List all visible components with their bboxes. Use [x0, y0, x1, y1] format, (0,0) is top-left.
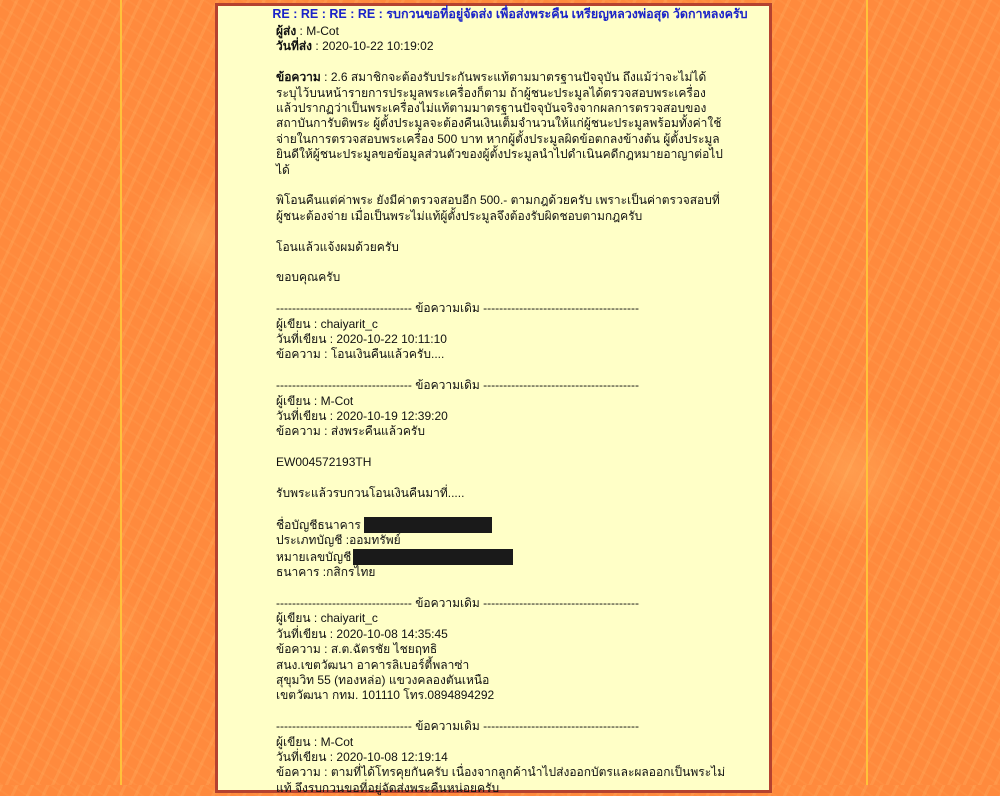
quote-message: ข้อความ : ส.ต.ฉัตรชัย ไชยฤทธิ [276, 642, 438, 657]
message-label: ข้อความ [276, 70, 321, 85]
right-gold-line [866, 0, 868, 785]
address-line: สุขุมวิท 55 (ทองหล่อ) แขวงคลองตันเหนือ [276, 672, 490, 687]
date-row: วันที่ส่ง : 2020-10-22 10:19:02 [276, 39, 434, 54]
quote-divider: ---------------------------------- ข้อความเดิม --------------------------------------- [276, 595, 640, 610]
account-number-label: หมายเลขบัญชี [276, 549, 352, 564]
account-name-label: ชื่อบัญชีธนาคาร [276, 517, 361, 532]
sender-row: ผู้ส่ง : M-Cot [276, 24, 339, 38]
quote-author: ผู้เขียน : chaiyarit_c [276, 316, 378, 331]
quote-date: วันที่เขียน : 2020-10-19 12:39:20 [276, 409, 448, 424]
redacted-account-name [364, 517, 492, 533]
address-line: สนง.เขตวัฒนา อาคารลิเบอร์ตี้พลาซ่า [276, 657, 470, 672]
quote-message: ข้อความ : ส่งพระคืนแล้วครับ [276, 424, 425, 439]
left-gold-line [120, 0, 122, 785]
quote-author: ผู้เขียน : chaiyarit_c [276, 611, 378, 626]
redacted-account-number [353, 549, 513, 565]
quote-divider: ---------------------------------- ข้อความเดิม --------------------------------------- [276, 719, 640, 734]
quote-date: วันที่เขียน : 2020-10-08 12:19:14 [276, 749, 448, 764]
message-body-row: ข้อความ : 2.6 สมาชิกจะต้องรับประกันพระแท้ตามมาตรฐานปัจจุบัน ถึงแม้ว่าจะไม่ได้ระบุไว้บนหน้ารายการประมูลพระเครื่องก็ตาม ถ้าผู้ชนะประมูลได้ตรวจสอบพระเครื่องแล้วปรากฏว่าเป็นพระเครื่องไม่แท้ตามมาตรฐานปัจจุบันจริงจากผลการตรวจสอบของสถาบันการับติพระ ผู้ตั้งประมูลจะต้องคืนเงินเต็มจำนวนให้แก่ผู้ชนะประมูลพร้อมทั้งค่าใช้จ่ายในการตรวจสอบพระเครื่อง 500 บาท หากผู้ตั้งประมูลผิดข้อตกลงข้างต้น ผู้ตั้งประมูลยินดีให้ผู้ชนะประมูลขอข้อมูลส่วนตัวของผู้ตั้งประมูลนำไปดำเนินคดีกฎหมายอาญาต่อไปได้ [276, 70, 723, 177]
quote-date: วันที่เขียน : 2020-10-08 14:35:45 [276, 626, 448, 641]
quote-divider: ---------------------------------- ข้อความเดิม --------------------------------------- [276, 301, 640, 316]
message-content [272, 6, 748, 796]
quote-message: ข้อความ : โอนเงินคืนแล้วครับ.... [276, 347, 445, 362]
quote-author: ผู้เขียน : M-Cot [276, 393, 354, 408]
bank-row: ธนาคาร :กสิกรไทย [276, 565, 376, 580]
address-line: เขตวัฒนา กทม. 101110 โทร.0894894292 [276, 688, 495, 703]
account-number-row [276, 549, 726, 565]
account-type-row: ประเภทบัญชี :ออมทรัพย์ [276, 533, 401, 548]
message-body: 2.6 สมาชิกจะต้องรับประกันพระแท้ตามมาตรฐานปัจจุบัน ถึงแม้ว่าจะไม่ได้ระบุไว้บนหน้ารายการประมูลพระเครื่องก็ตาม ถ้าผู้ชนะประมูลได้ตรวจสอบพระเครื่องแล้วปรากฏว่าเป็นพระเครื่องไม่แท้ตามมาตรฐานปัจจุบันจริงจากผลการตรวจสอบของสถาบันการับติพระ ผู้ตั้งประมูลจะต้องคืนเงินเต็มจำนวนให้แก่ผู้ชนะประมูลพร้อมทั้งค่าใช้จ่ายในการตรวจสอบพระเครื่อง 500 บาท หากผู้ตั้งประมูลผิดข้อตกลงข้างต้น ผู้ตั้งประมูลยินดีให้ผู้ชนะประมูลขอข้อมูลส่วนตัวของผู้ตั้งประมูลนำไปดำเนินคดีกฎหมายอาญาต่อไปได้ [276, 70, 723, 177]
sender-value: M-Cot [306, 24, 339, 38]
date-label: วันที่ส่ง [276, 39, 313, 54]
message-title: RE : RE : RE : RE : รบกวนขอที่อยู่จัดส่ง เพื่อส่งพระคืน เหรียญหลวงพ่อสุด วัดกาหลงครับ [272, 7, 748, 21]
quote-divider: ---------------------------------- ข้อความเดิม --------------------------------------- [276, 378, 640, 393]
quote-date: วันที่เขียน : 2020-10-22 10:11:10 [276, 332, 447, 347]
message-paragraph-2: พิโอนคืนแต่ค่าพระ ยังมีค่าตรวจสอบอีก 500.- ตามกฎด้วยครับ เพราะเป็นค่าตรวจสอบที่ผู้ชนะต้องจ่าย เมื่อเป็นพระไม่แท้ผู้ตั้งประมูลจึงต้องรับผิดชอบตามกฎครับ [276, 193, 720, 223]
tracking-number: EW004572193TH [276, 455, 372, 470]
account-name-row [276, 517, 726, 533]
date-value: 2020-10-22 10:19:02 [322, 39, 434, 54]
quote-author: ผู้เขียน : M-Cot [276, 734, 354, 749]
transfer-note: รับพระแล้วรบกวนโอนเงินคืนมาที่..... [276, 486, 465, 501]
message-paragraph-4: ขอบคุณครับ [276, 270, 341, 285]
sender-label: ผู้ส่ง [276, 24, 297, 38]
message-paragraph-3: โอนแล้วแจ้งผมด้วยครับ [276, 239, 399, 254]
quote-message: ข้อความ : ตามที่ได้โทรคุยกันครับ เนื่องจากลูกค้านำไปส่งออกบัตรและผลออกเป็นพระไม่แท้ จึงรบกวนขอที่อยู่จัดส่งพระคืนหน่อยครับ [276, 765, 726, 795]
